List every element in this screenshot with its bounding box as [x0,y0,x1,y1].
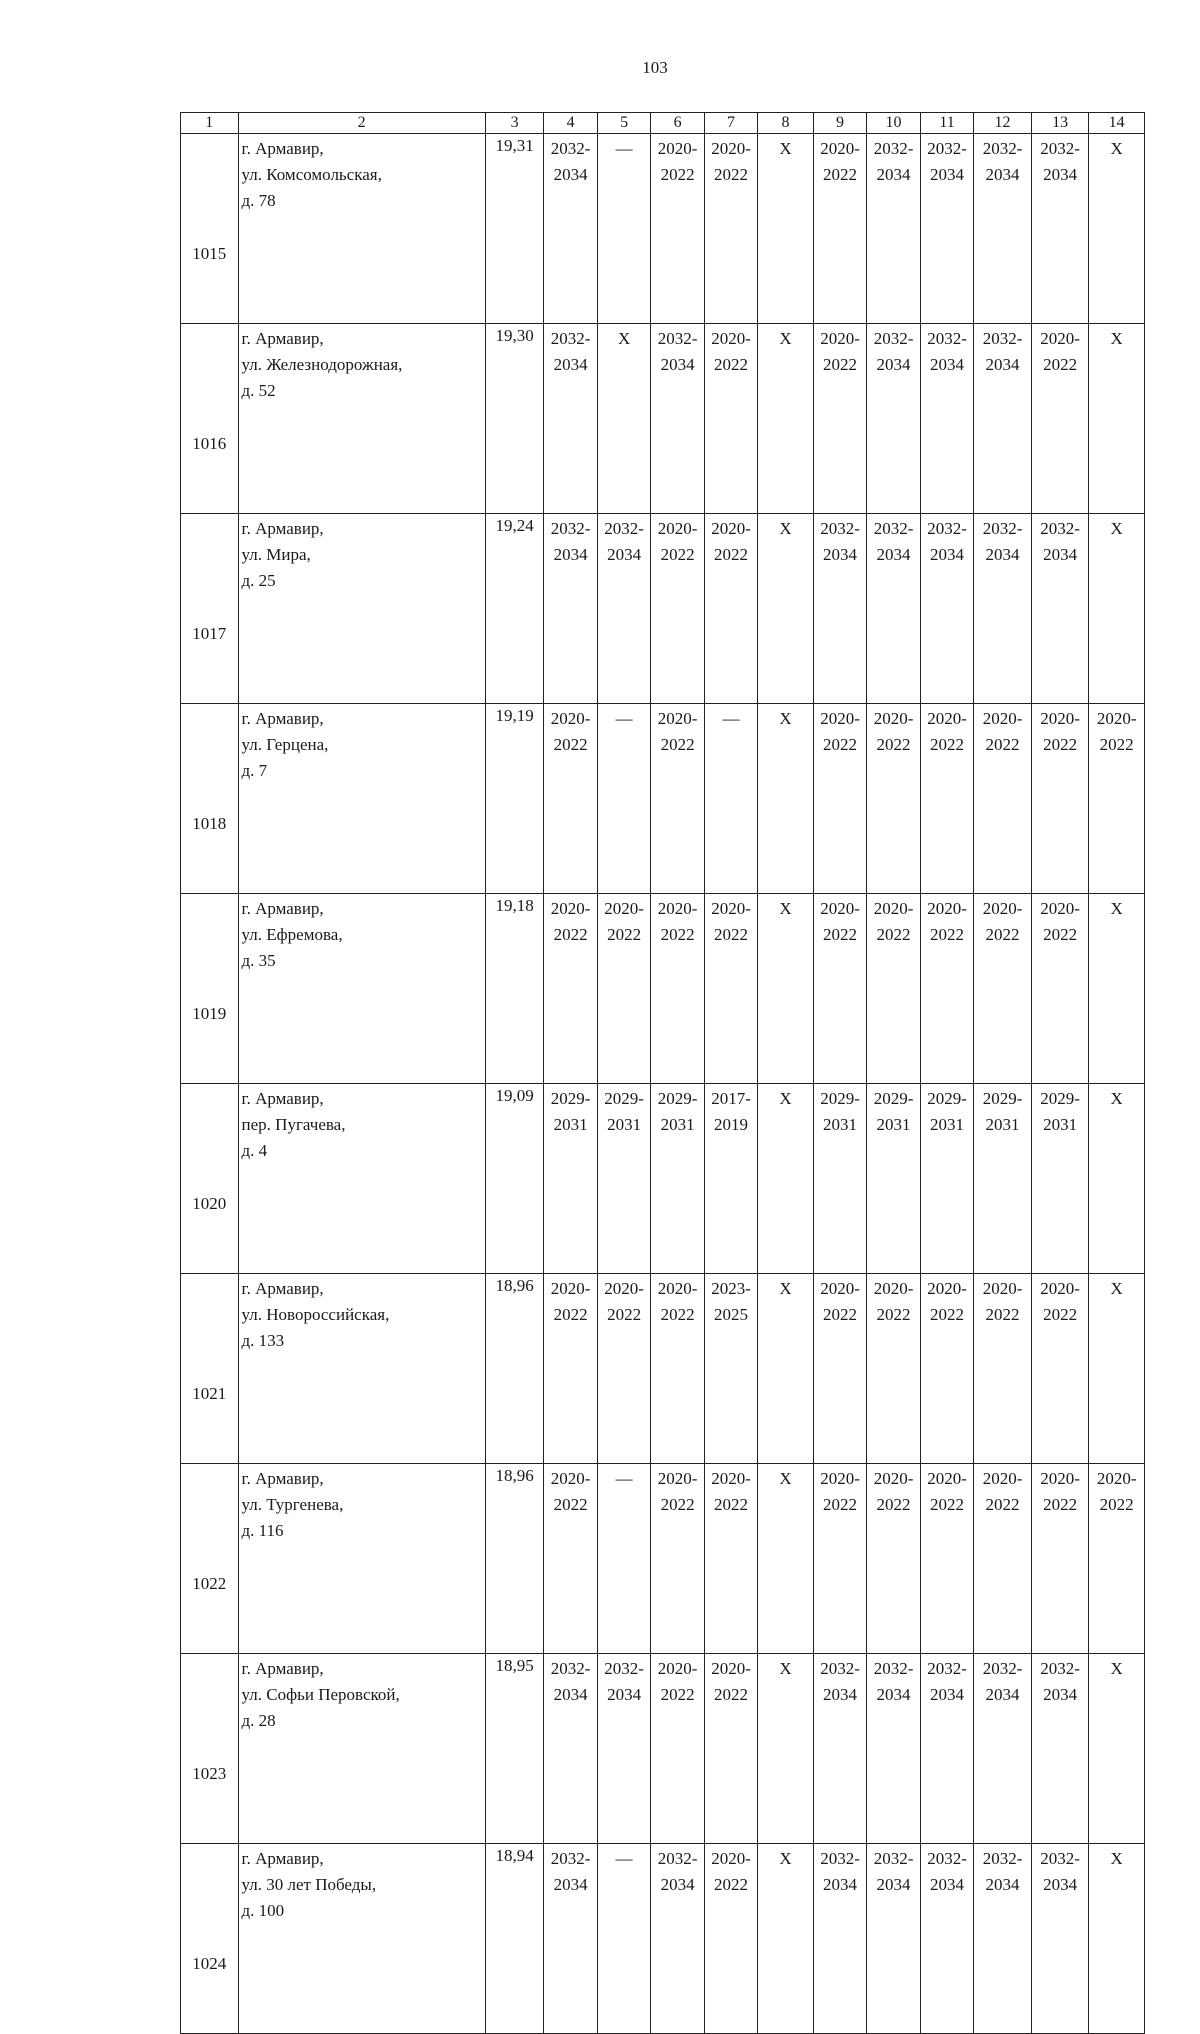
period-cell: X [758,1464,814,1654]
address-cell [238,1274,485,1464]
period-cell: 2032- 2034 [920,514,973,704]
period-cell: 2032- 2034 [813,514,866,704]
period-cell: X [1089,1274,1145,1464]
period-cell: 2020- 2022 [1031,894,1089,1084]
period-cell: 2020- 2022 [704,894,757,1084]
period-cell: 2020- 2022 [544,894,597,1084]
address-cell [238,1654,485,1844]
period-cell: — [597,704,650,894]
period-cell: 2020- 2022 [867,1464,920,1654]
row-number: 1023 [181,1654,239,1844]
area-cell: 19,09 [485,1084,544,1274]
column-header: 11 [920,113,973,134]
address-line: д. 116 [241,1521,284,1540]
period-cell: 2032- 2034 [920,1844,973,2034]
period-cell: 2029- 2031 [920,1084,973,1274]
address-cell [238,1464,485,1654]
period-cell: 2032- 2034 [544,324,597,514]
period-cell: 2032- 2034 [920,134,973,324]
period-cell: — [597,1844,650,2034]
column-header: 3 [485,113,544,134]
address-line: г. Армавир, [241,329,324,348]
period-cell: 2032- 2034 [974,134,1032,324]
address-line: г. Армавир, [241,1279,324,1298]
address-line: ул. Герцена, [241,735,329,754]
period-cell: 2020- 2022 [597,894,650,1084]
period-cell: 2032- 2034 [813,1654,866,1844]
address-line: ул. Тургенева, [241,1495,344,1514]
period-cell: X [1089,514,1145,704]
address-line: д. 100 [241,1901,285,1920]
column-header: 8 [758,113,814,134]
period-cell: X [758,324,814,514]
table-row [181,1654,1145,1844]
row-number: 1022 [181,1464,239,1654]
period-cell: 2032- 2034 [1031,1844,1089,2034]
period-cell: 2020- 2022 [704,514,757,704]
period-cell: X [758,134,814,324]
period-cell: 2032- 2034 [651,1844,704,2034]
address-line: д. 25 [241,571,276,590]
table-row [181,1274,1145,1464]
address-line: г. Армавир, [241,709,324,728]
period-cell: 2032- 2034 [920,324,973,514]
period-cell: 2032- 2034 [867,134,920,324]
period-cell: X [758,1654,814,1844]
period-cell: 2020- 2022 [1089,1464,1145,1654]
period-cell: X [1089,134,1145,324]
period-cell: 2029- 2031 [813,1084,866,1274]
period-cell: 2032- 2034 [544,134,597,324]
period-cell: 2032- 2034 [544,514,597,704]
table-row [181,514,1145,704]
area-cell: 18,94 [485,1844,544,2034]
table-row [181,134,1145,324]
period-cell: X [1089,1844,1145,2034]
period-cell: 2020- 2022 [974,894,1032,1084]
column-header: 6 [651,113,704,134]
address-cell [238,1084,485,1274]
period-cell: 2020- 2022 [704,1654,757,1844]
period-cell: 2020- 2022 [651,514,704,704]
table-row [181,704,1145,894]
period-cell: 2032- 2034 [974,324,1032,514]
period-cell: 2032- 2034 [920,1654,973,1844]
period-cell: 2020- 2022 [704,324,757,514]
period-cell: X [1089,894,1145,1084]
period-cell: 2020- 2022 [597,1274,650,1464]
period-cell: 2020- 2022 [651,1464,704,1654]
period-cell: 2020- 2022 [651,704,704,894]
header-row [181,113,1145,134]
area-cell: 19,19 [485,704,544,894]
period-cell: — [597,134,650,324]
table-row [181,324,1145,514]
address-line: ул. Комсомольская, [241,165,382,184]
period-cell: 2020- 2022 [1089,704,1145,894]
period-cell: — [597,1464,650,1654]
row-number: 1018 [181,704,239,894]
period-cell: 2032- 2034 [867,1844,920,2034]
area-cell: 19,24 [485,514,544,704]
area-cell: 18,96 [485,1464,544,1654]
period-cell: X [758,1274,814,1464]
period-cell: 2020- 2022 [1031,1464,1089,1654]
row-number: 1019 [181,894,239,1084]
period-cell: 2029- 2031 [544,1084,597,1274]
period-cell: 2020- 2022 [544,1464,597,1654]
period-cell: 2032- 2034 [544,1844,597,2034]
period-cell: X [758,704,814,894]
period-cell: 2020- 2022 [867,704,920,894]
area-cell: 19,18 [485,894,544,1084]
period-cell: 2020- 2022 [920,1464,973,1654]
address-line: д. 7 [241,761,268,780]
address-line: пер. Пугачева, [241,1115,346,1134]
period-cell: 2020- 2022 [974,704,1032,894]
period-cell: X [597,324,650,514]
period-cell: X [758,1084,814,1274]
row-number: 1017 [181,514,239,704]
period-cell: 2032- 2034 [1031,134,1089,324]
table-row [181,1464,1145,1654]
address-line: г. Армавир, [241,1089,324,1108]
period-cell: 2032- 2034 [597,1654,650,1844]
period-cell: X [758,894,814,1084]
address-line: д. 35 [241,951,276,970]
address-line: д. 4 [241,1141,268,1160]
period-cell: 2032- 2034 [1031,514,1089,704]
address-line: г. Армавир, [241,1659,324,1678]
column-header: 9 [813,113,866,134]
address-line: г. Армавир, [241,899,324,918]
address-line: г. Армавир, [241,139,324,158]
address-line: д. 52 [241,381,276,400]
period-cell: 2020- 2022 [974,1464,1032,1654]
period-cell: 2032- 2034 [974,1654,1032,1844]
period-cell: 2020- 2022 [651,134,704,324]
period-cell: 2032- 2034 [1031,1654,1089,1844]
register-table [180,112,1145,2034]
table-row [181,894,1145,1084]
period-cell: 2020- 2022 [867,1274,920,1464]
row-number: 1020 [181,1084,239,1274]
row-number: 1016 [181,324,239,514]
period-cell: 2020- 2022 [813,1274,866,1464]
area-cell: 18,96 [485,1274,544,1464]
column-header: 13 [1031,113,1089,134]
address-cell [238,324,485,514]
period-cell: 2020- 2022 [1031,324,1089,514]
column-header: 2 [238,113,485,134]
table-row [181,1084,1145,1274]
period-cell: 2020- 2022 [544,704,597,894]
period-cell: 2020- 2022 [704,1464,757,1654]
column-header: 4 [544,113,597,134]
period-cell: 2032- 2034 [597,514,650,704]
period-cell: 2020- 2022 [651,1274,704,1464]
period-cell: 2020- 2022 [704,134,757,324]
area-cell: 19,31 [485,134,544,324]
page-number: 103 [642,58,668,77]
address-line: ул. Новороссийская, [241,1305,390,1324]
period-cell: 2020- 2022 [813,134,866,324]
column-header: 10 [867,113,920,134]
period-cell: 2020- 2022 [651,1654,704,1844]
period-cell: 2020- 2022 [544,1274,597,1464]
address-line: г. Армавир, [241,519,324,538]
address-line: ул. Ефремова, [241,925,343,944]
table-row [181,1844,1145,2034]
period-cell: 2029- 2031 [1031,1084,1089,1274]
period-cell: 2020- 2022 [920,894,973,1084]
row-number: 1021 [181,1274,239,1464]
period-cell: 2023- 2025 [704,1274,757,1464]
period-cell: — [704,704,757,894]
period-cell: X [1089,1084,1145,1274]
address-cell [238,514,485,704]
address-cell [238,894,485,1084]
period-cell: 2020- 2022 [920,1274,973,1464]
period-cell: 2032- 2034 [867,514,920,704]
address-line: д. 78 [241,191,276,210]
period-cell: 2032- 2034 [974,1844,1032,2034]
period-cell: 2020- 2022 [651,894,704,1084]
period-cell: 2020- 2022 [974,1274,1032,1464]
address-line: ул. Железнодорожная, [241,355,403,374]
period-cell: 2020- 2022 [920,704,973,894]
period-cell: 2029- 2031 [867,1084,920,1274]
area-cell: 19,30 [485,324,544,514]
column-header: 14 [1089,113,1145,134]
period-cell: X [758,514,814,704]
period-cell: 2017- 2019 [704,1084,757,1274]
address-line: ул. 30 лет Победы, [241,1875,377,1894]
address-line: ул. Софьи Перовской, [241,1685,400,1704]
period-cell: 2032- 2034 [974,514,1032,704]
period-cell: X [1089,1654,1145,1844]
period-cell: 2032- 2034 [867,1654,920,1844]
period-cell: 2020- 2022 [813,324,866,514]
address-cell [238,704,485,894]
column-header: 5 [597,113,650,134]
period-cell: 2032- 2034 [813,1844,866,2034]
column-header: 7 [704,113,757,134]
period-cell: 2020- 2022 [1031,1274,1089,1464]
period-cell: 2032- 2034 [651,324,704,514]
address-line: г. Армавир, [241,1469,324,1488]
period-cell: X [1089,324,1145,514]
period-cell: 2032- 2034 [867,324,920,514]
area-cell: 18,95 [485,1654,544,1844]
period-cell: 2029- 2031 [597,1084,650,1274]
period-cell: 2029- 2031 [651,1084,704,1274]
period-cell: 2020- 2022 [813,1464,866,1654]
period-cell: 2020- 2022 [867,894,920,1084]
address-line: д. 28 [241,1711,276,1730]
address-cell [238,134,485,324]
column-header: 12 [974,113,1032,134]
period-cell: 2020- 2022 [1031,704,1089,894]
period-cell: 2020- 2022 [704,1844,757,2034]
period-cell: 2032- 2034 [544,1654,597,1844]
address-line: г. Армавир, [241,1849,324,1868]
period-cell: 2020- 2022 [813,894,866,1084]
period-cell: 2020- 2022 [813,704,866,894]
period-cell: 2029- 2031 [974,1084,1032,1274]
address-line: ул. Мира, [241,545,311,564]
row-number: 1015 [181,134,239,324]
column-header: 1 [181,113,239,134]
period-cell: X [758,1844,814,2034]
row-number: 1024 [181,1844,239,2034]
address-line: д. 133 [241,1331,285,1350]
address-cell [238,1844,485,2034]
